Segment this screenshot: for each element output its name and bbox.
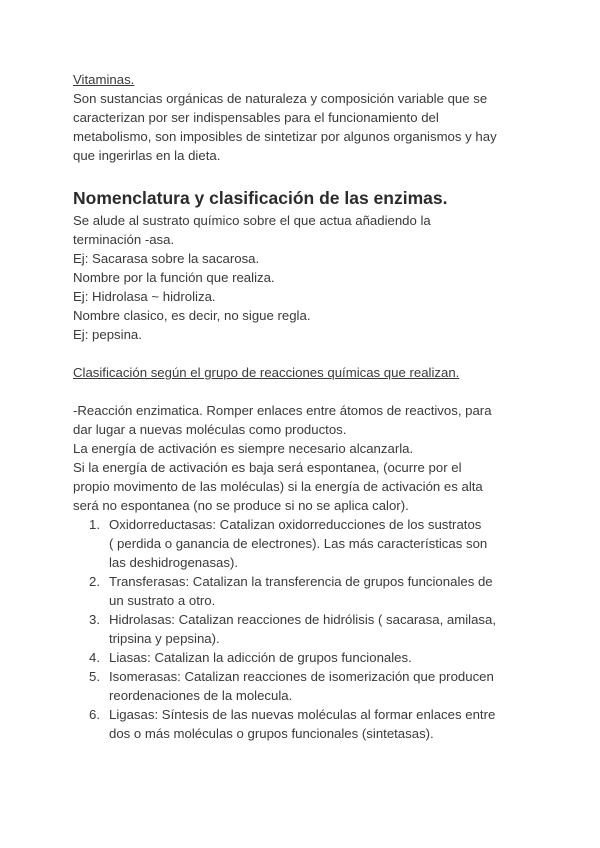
- clasificacion-line: Si la energía de activación es baja será espontanea, (ocurre por el: [73, 460, 462, 475]
- clasificacion-intro: [73, 401, 543, 515]
- enzyme-class-list: [73, 515, 543, 743]
- list-item-line: Ligasas: Síntesis de las nuevas moléculas al formar enlaces entre: [109, 707, 496, 722]
- list-item-line: Hidrolasas: Catalizan reacciones de hidrólisis ( sacarasa, amilasa,: [109, 612, 497, 627]
- nomenclatura-line: Nombre clasico, es decir, no sigue regla.: [73, 308, 311, 323]
- nomenclatura-line: Se alude al sustrato químico sobre el que actua añadiendo la: [73, 213, 431, 228]
- list-item-line: dos o más moléculas o grupos funcionales (sintetasas).: [109, 726, 434, 741]
- vitaminas-line: caracterizan por ser indispensables para el funcionamiento del: [73, 110, 439, 125]
- list-item: [73, 572, 543, 610]
- list-item-line: Liasas: Catalizan la adicción de grupos funcionales.: [109, 650, 412, 665]
- document-page: [73, 70, 543, 743]
- vitaminas-line: Son sustancias orgánicas de naturaleza y composición variable que se: [73, 91, 488, 106]
- clasificacion-section: [73, 363, 543, 743]
- list-item-line: Transferasas: Catalizan la transferencia de grupos funcionales de: [109, 574, 493, 589]
- nomenclatura-line: terminación -asa.: [73, 232, 175, 247]
- list-item-line: Isomerasas: Catalizan reacciones de isomerización que producen: [109, 669, 494, 684]
- list-item-number: 6.: [89, 707, 100, 722]
- clasificacion-line: dar lugar a nuevas moléculas como productos.: [73, 422, 347, 437]
- nomenclatura-section: [73, 187, 543, 344]
- nomenclatura-line: Nombre por la función que realiza.: [73, 270, 275, 285]
- vitaminas-title: Vitaminas.: [73, 72, 135, 87]
- list-item-number: 4.: [89, 650, 100, 665]
- clasificacion-line: La energía de activación es siempre necesario alcanzarla.: [73, 441, 414, 456]
- vitaminas-line: que ingerirlas en la dieta.: [73, 148, 221, 163]
- list-item-number: 5.: [89, 669, 100, 684]
- nomenclatura-line: Ej: pepsina.: [73, 327, 142, 342]
- list-item: [73, 705, 543, 743]
- list-item: [73, 610, 543, 648]
- list-item-line: las deshidrogenasas).: [109, 555, 239, 570]
- nomenclatura-heading: Nomenclatura y clasificación de las enzimas.: [73, 188, 448, 208]
- clasificacion-line: será no espontanea (no se produce si no se aplica calor).: [73, 498, 409, 513]
- clasificacion-line: -Reacción enzimatica. Romper enlaces entre átomos de reactivos, para: [73, 403, 492, 418]
- list-item-line: tripsina y pepsina).: [109, 631, 220, 646]
- vitaminas-line: metabolismo, son imposibles de sintetizar por algunos organismos y hay: [73, 129, 497, 144]
- list-item-number: 2.: [89, 574, 100, 589]
- list-item-number: 1.: [89, 517, 100, 532]
- list-item-line: ( perdida o ganancia de electrones). Las más características son: [109, 536, 488, 551]
- list-item-line: reordenaciones de la molecula.: [109, 688, 293, 703]
- list-item: [73, 667, 543, 705]
- list-item-line: Oxidorreductasas: Catalizan oxidorreducciones de los sustratos: [109, 517, 482, 532]
- list-item: [73, 515, 543, 572]
- list-item-number: 3.: [89, 612, 100, 627]
- clasificacion-title: Clasificación según el grupo de reacciones químicas que realizan.: [73, 365, 460, 380]
- list-item: [73, 648, 543, 667]
- list-item-line: un sustrato a otro.: [109, 593, 216, 608]
- vitaminas-section: [73, 70, 543, 165]
- nomenclatura-line: Ej: Hidrolasa ~ hidroliza.: [73, 289, 216, 304]
- clasificacion-line: propio movimento de las moléculas) si la energía de activación es alta: [73, 479, 483, 494]
- nomenclatura-line: Ej: Sacarasa sobre la sacarosa.: [73, 251, 260, 266]
